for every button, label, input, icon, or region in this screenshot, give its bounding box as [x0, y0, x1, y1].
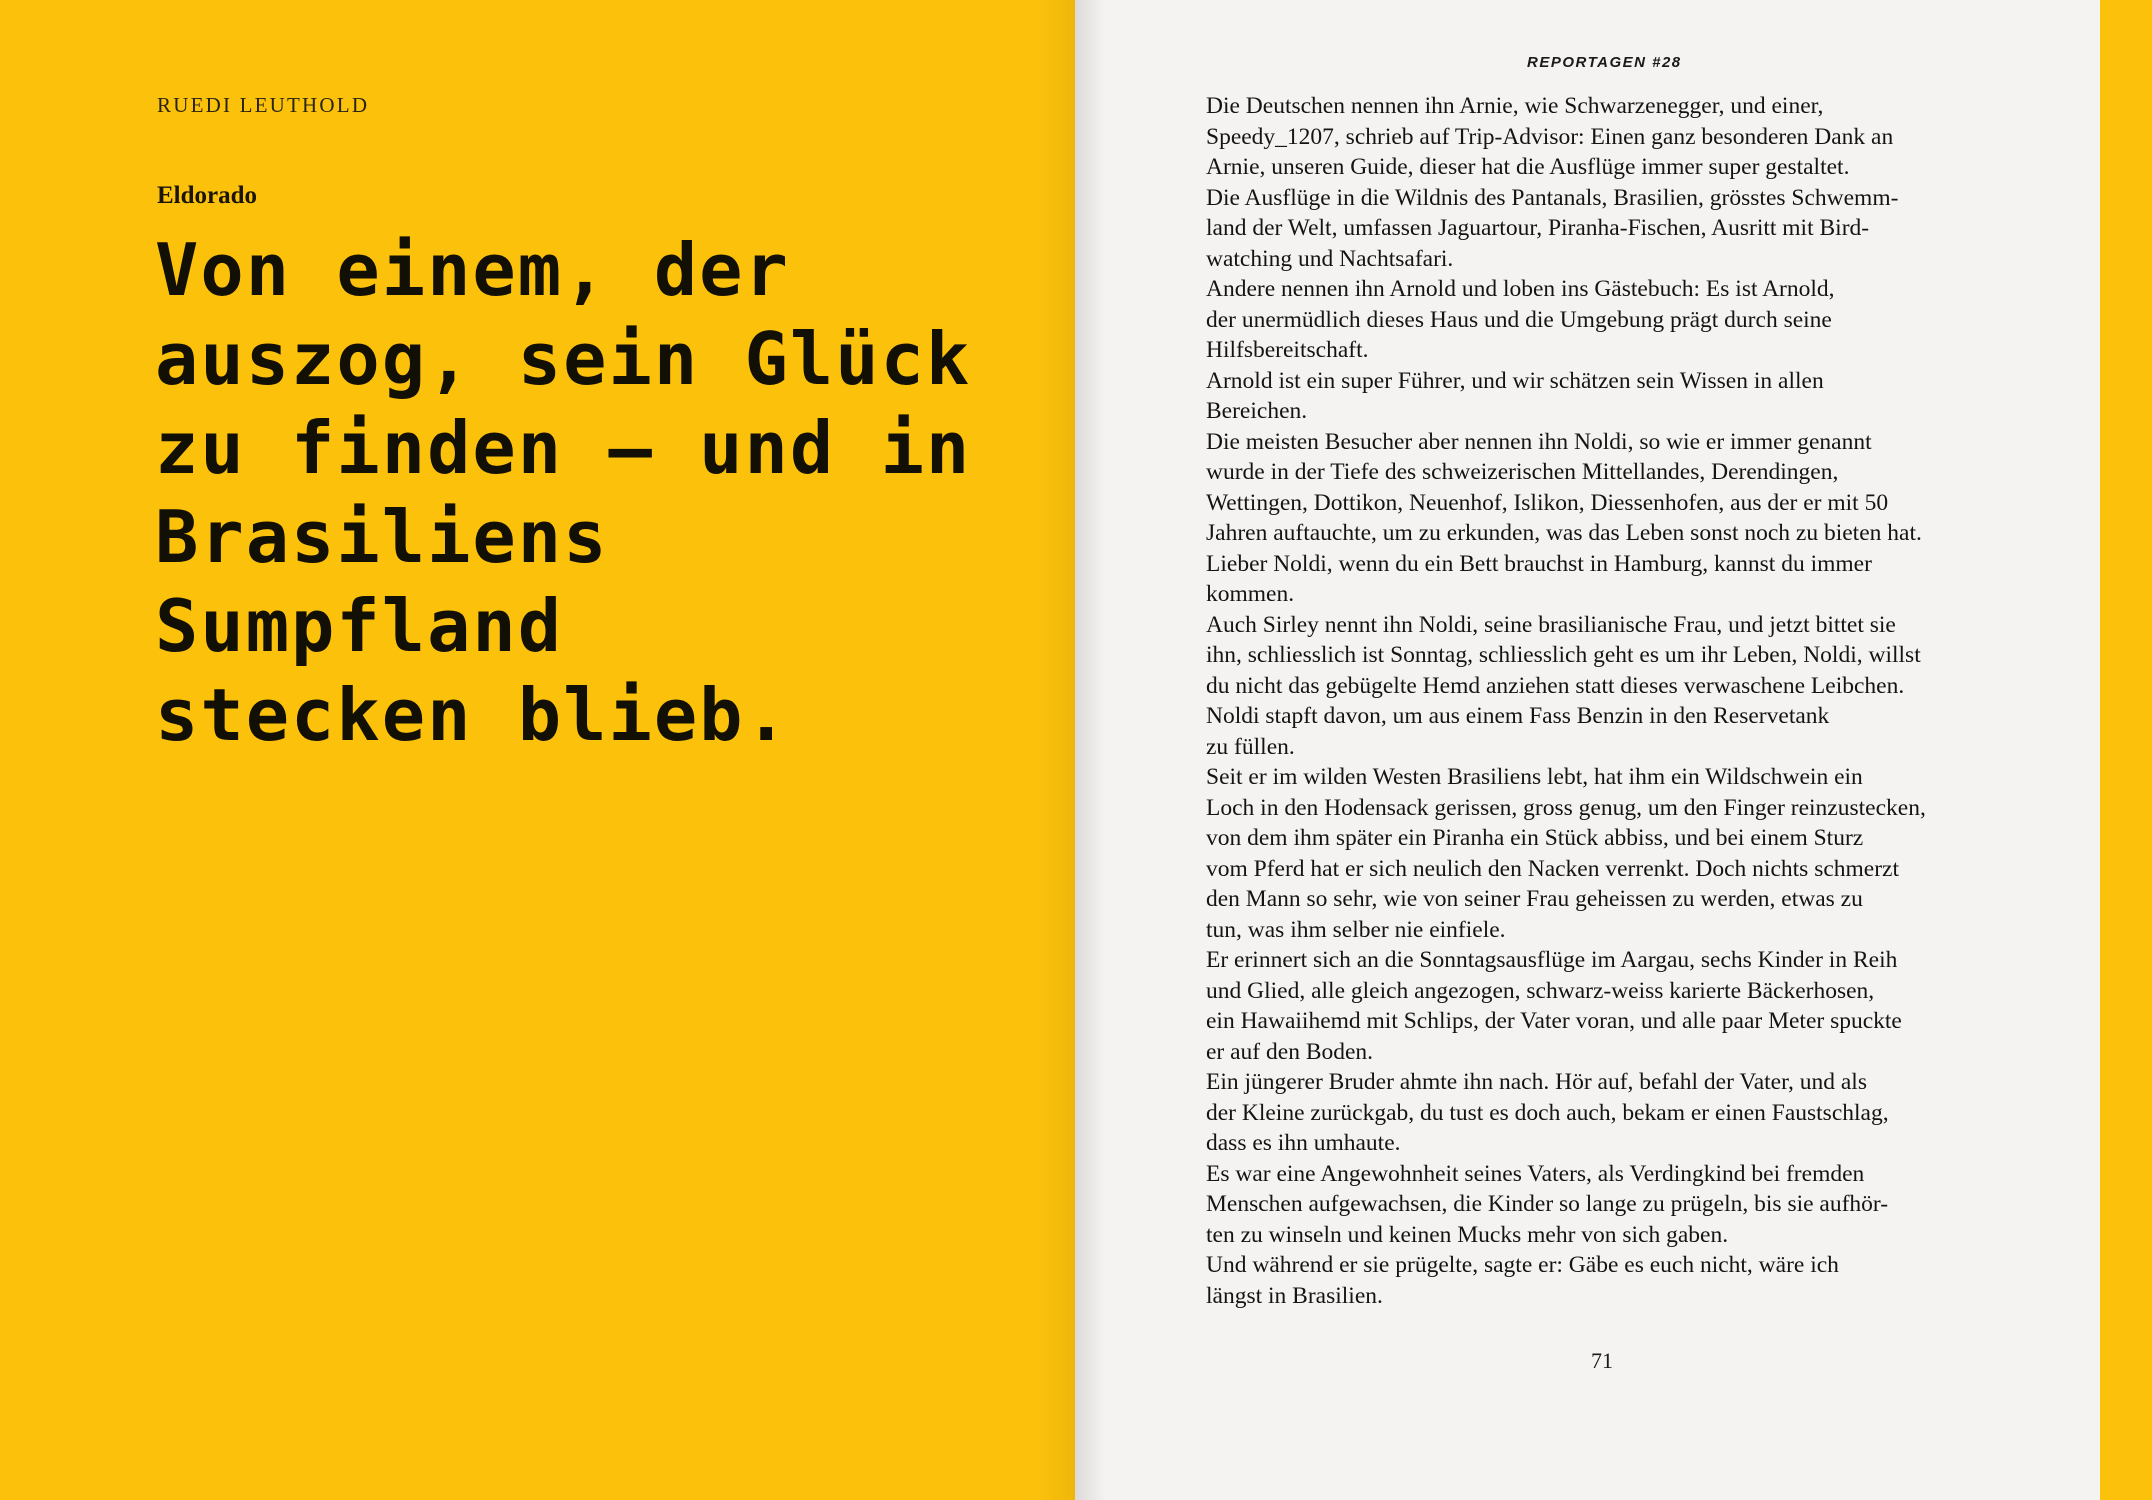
body-line: Auch Sirley nennt ihn Noldi, seine brasilianische Frau, und jetzt bittet sie — [1206, 611, 1896, 638]
body-line: Die meisten Besucher aber nennen ihn Noldi, so wie er immer genannt — [1206, 428, 1872, 455]
headline-line: stecken blieb. — [155, 673, 790, 757]
section-kicker: Eldorado — [157, 182, 258, 209]
gutter-shadow — [1075, 0, 1105, 1500]
body-line: Arnold ist ein super Führer, und wir schätzen sein Wissen in allen — [1206, 367, 1824, 394]
next-page-edge — [2100, 0, 2152, 1500]
body-line: der unermüdlich dieses Haus und die Umgebung prägt durch seine — [1206, 306, 1832, 333]
body-line: Seit er im wilden Westen Brasiliens lebt, hat ihm ein Wildschwein ein — [1206, 764, 1863, 790]
body-line: kommen. — [1206, 581, 1295, 607]
body-line: Menschen aufgewachsen, die Kinder so lange zu prügeln, bis sie aufhör- — [1206, 1191, 1889, 1217]
body-line: dass es ihn umhaute. — [1206, 1130, 1401, 1156]
body-line: land der Welt, umfassen Jaguartour, Piranha-Fischen, Ausritt mit Bird- — [1206, 215, 1870, 241]
body-line: Noldi stapft davon, um aus einem Fass Benzin in den Reservetank — [1206, 703, 1830, 729]
headline-line: Brasiliens Sumpfland — [155, 495, 609, 668]
body-line: zu füllen. — [1206, 733, 1295, 760]
body-line: längst in Brasilien. — [1206, 1282, 1383, 1309]
body-line: Bereichen. — [1206, 398, 1308, 424]
body-line: du nicht das gebügelte Hemd anziehen statt dieses verwaschene Leibchen. — [1206, 672, 1905, 699]
body-line: Die Deutschen nennen ihn Arnie, wie Schwarzenegger, und einer, — [1206, 93, 1824, 119]
body-line: Loch in den Hodensack gerissen, gross genug, um den Finger reinzustecken, — [1206, 794, 1926, 821]
body-line: Jahren auftauchte, um zu erkunden, was das Leben sonst noch zu bieten hat. — [1206, 520, 1922, 546]
body-line: der Kleine zurückgab, du tust es doch auch, bekam er einen Faustschlag, — [1206, 1099, 1889, 1126]
body-line: ihn, schliesslich ist Sonntag, schliesslich geht es um ihr Leben, Noldi, willst — [1206, 642, 1921, 668]
body-line: wurde in der Tiefe des schweizerischen Mittellandes, Derendingen, — [1206, 459, 1839, 485]
body-line: Ein jüngerer Bruder ahmte ihn nach. Hör auf, befahl der Vater, und als — [1206, 1069, 1867, 1095]
running-head: REPORTAGEN #28 — [1527, 54, 1682, 71]
body-line: tun, was ihm selber nie einfiele. — [1206, 916, 1506, 943]
body-line: Es war eine Angewohnheit seines Vaters, als Verdingkind bei fremden — [1206, 1160, 1865, 1187]
body-line: Er erinnert sich an die Sonntagsausflüge im Aargau, sechs Kinder in Reih — [1206, 947, 1898, 973]
body-line: ten zu winseln und keinen Mucks mehr von sich gaben. — [1206, 1221, 1729, 1248]
body-line: ein Hawaiihemd mit Schlips, der Vater voran, und alle paar Meter spuckte — [1206, 1008, 1902, 1034]
headline-line: Von einem, der — [155, 228, 790, 312]
headline-line: zu finden – und in — [155, 406, 972, 490]
body-line: vom Pferd hat er sich neulich den Nacken verrenkt. Doch nichts schmerzt — [1206, 855, 1900, 882]
headline-line: auszog, sein Glück — [155, 317, 972, 401]
page-number: 71 — [1591, 1348, 1613, 1373]
body-line: und Glied, alle gleich angezogen, schwarz-weiss karierte Bäckerhosen, — [1206, 977, 1875, 1004]
body-line: Andere nennen ihn Arnold und loben ins Gästebuch: Es ist Arnold, — [1206, 276, 1835, 302]
body-line: Die Ausflüge in die Wildnis des Pantanals, Brasilien, grösstes Schwemm- — [1206, 184, 1899, 211]
body-text — [1206, 91, 2006, 1311]
headline — [155, 226, 1055, 760]
body-line: den Mann so sehr, wie von seiner Frau geheissen zu werden, etwas zu — [1206, 886, 1863, 912]
body-line: watching und Nachtsafari. — [1206, 245, 1454, 272]
body-line: Speedy_1207, schrieb auf Trip-Advisor: Einen ganz besonderen Dank an — [1206, 123, 1894, 150]
body-line: Wettingen, Dottikon, Neuenhof, Islikon, Diessenhofen, aus der er mit 50 — [1206, 489, 1889, 516]
body-line: er auf den Boden. — [1206, 1038, 1374, 1065]
body-line: Lieber Noldi, wenn du ein Bett brauchst in Hamburg, kannst du immer — [1206, 550, 1872, 577]
body-line: Und während er sie prügelte, sagte er: Gäbe es euch nicht, wäre ich — [1206, 1252, 1839, 1278]
body-line: Arnie, unseren Guide, dieser hat die Ausflüge immer super gestaltet. — [1206, 154, 1850, 180]
author-name: RUEDI LEUTHOLD — [157, 93, 370, 117]
body-line: Hilfsbereitschaft. — [1206, 337, 1369, 363]
body-line: von dem ihm später ein Piranha ein Stück abbiss, und bei einem Sturz — [1206, 825, 1864, 851]
